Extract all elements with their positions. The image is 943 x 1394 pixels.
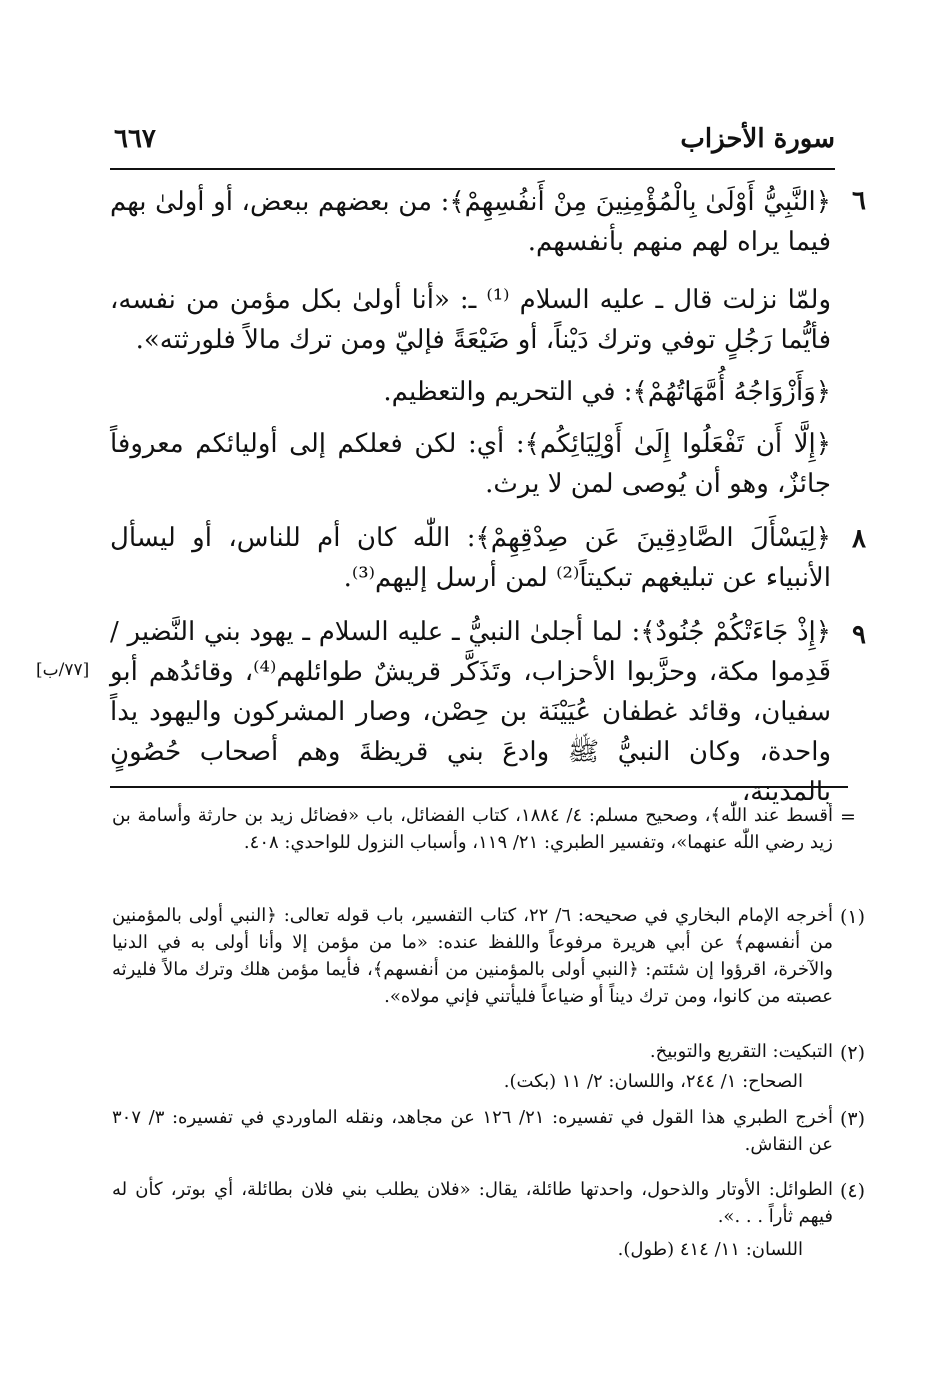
verse-number: ٩ [852,620,866,650]
verse-paragraph: ﴿لِيَسْأَلَ الصَّادِقِينَ عَن صِدْقِهِمْ﴾: اللّٰه كان أم للناس، أو ليسأل الأنبياء عن تبليغهم تبكيتاً⁽²⁾ لمن أرسل إليهم⁽³⁾. [110,523,831,593]
footnote-text: أخرج الطبري هذا القول في تفسيره: ٢١/ ١٢٦ عن مجاهد، ونقله الماوردي في تفسيره: ٣/ ٣٠٧ عن النقاش. [112,1107,833,1155]
footnote-mark: = [840,806,856,828]
footnote-separator [110,786,848,788]
footnote-text: أخرجه الإمام البخاري في صحيحه: ٦/ ٢٢، كتاب التفسير، باب قوله تعالى: ﴿النبي أولى بالمؤمنين من أنفسهم﴾ عن أبي هريرة مرفوعاً واللفظ عنده: «ما من مؤمن إلا وأنا أولى به في الدنيا والآخرة، اقرؤوا إن شئتم: ﴿النبي أولى بالمؤمنين من أنفسهم﴾، فأيما مؤمن هلك وترك مالاً فليرثه عصبته من كانوا، ومن ترك ديناً أو ضياعاً فليأتني فإني مولاه». [112,905,833,1007]
footnote-mark: (٢) [840,1042,866,1064]
verse-paragraph: ﴿إِذْ جَاءَتْكُمْ جُنُودٌ﴾: لما أجلىٰ النبيُّ ـ عليه السلام ـ يهود بني النَّضير / قَدِموا مكة، وحزَّبوا الأحزاب، وتَذَكَّر قريشٌ طوائلهم⁽⁴⁾، وقائدُهم أبو سفيان، وقائد غطفان عُيَيْنَة بن حِصْن، وصار المشركون واليهود يداً واحدة، وكان النبيُّ ﷺ وادعَ بني قريظةَ وهم أصحاب حُصُونٍ بالمدينة، [110,617,831,807]
verse-paragraph: ﴿وَأَزْوَاجُهُ أُمَّهَاتُهُمْ﴾: في التحريم والتعظيم. [383,377,831,407]
footnote-text: اللسان: ١١/ ٤١٤ (طول). [617,1239,803,1260]
footnote-mark: (٤) [840,1180,866,1202]
verse-paragraph: ولمّا نزلت قال ـ عليه السلام ⁽¹⁾ ـ: «أنا أولىٰ بكل مؤمن من نفسه، فأيُّما رَجُلٍ توفي وترك دَيْناً، أو ضَيْعَةً فإليّ ومن ترك مالاً فلورثته». [110,285,831,355]
page-header [110,118,835,170]
footnote-mark: (١) [840,906,866,928]
footnote-text: الطوائل: الأوتار والذحول، واحدتها طائلة، يقال: «فلان يطلب بني فلان بطائلة، أي بوتر، كأن له فيهم ثأراً . . .». [112,1179,833,1227]
verse-number: ٨ [852,524,866,554]
verse-paragraph: ﴿إِلَّا أَن تَفْعَلُوا إِلَىٰ أَوْلِيَائِكُم﴾: أي: لكن فعلكم إلى أوليائكم معروفاً جائزٌ، وهو أن يُوصى لمن لا يرث. [110,429,831,499]
page-number: ٦٦٧ [114,124,156,154]
margin-folio-note: [٧٧/ب] [36,660,90,680]
footnote-text: أقسط عند اللّٰه﴾، وصحيح مسلم: ٤/ ١٨٨٤، كتاب الفضائل، باب «فضائل زيد بن حارثة وأسامة بن زيد رضي اللّٰه عنهما»، وتفسير الطبري: ٢١/ ١١٩، وأسباب النزول للواحدي: ٤٠٨. [112,805,833,853]
surah-title: سورة الأحزاب [680,124,835,154]
footnote-text: الصحاح: ١/ ٢٤٤، واللسان: ٢/ ١١ (بكت). [503,1071,803,1092]
verse-paragraph: ﴿النَّبِيُّ أَوْلَىٰ بِالْمُؤْمِنِينَ مِنْ أَنفُسِهِمْ﴾: من بعضهم ببعض، أو أولىٰ بهم فيما يراه لهم منهم بأنفسهم. [110,187,831,257]
verse-number: ٦ [852,186,866,216]
footnote-text: التبكيت: التقريع والتوبيخ. [649,1041,833,1062]
footnote-mark: (٣) [840,1108,866,1130]
